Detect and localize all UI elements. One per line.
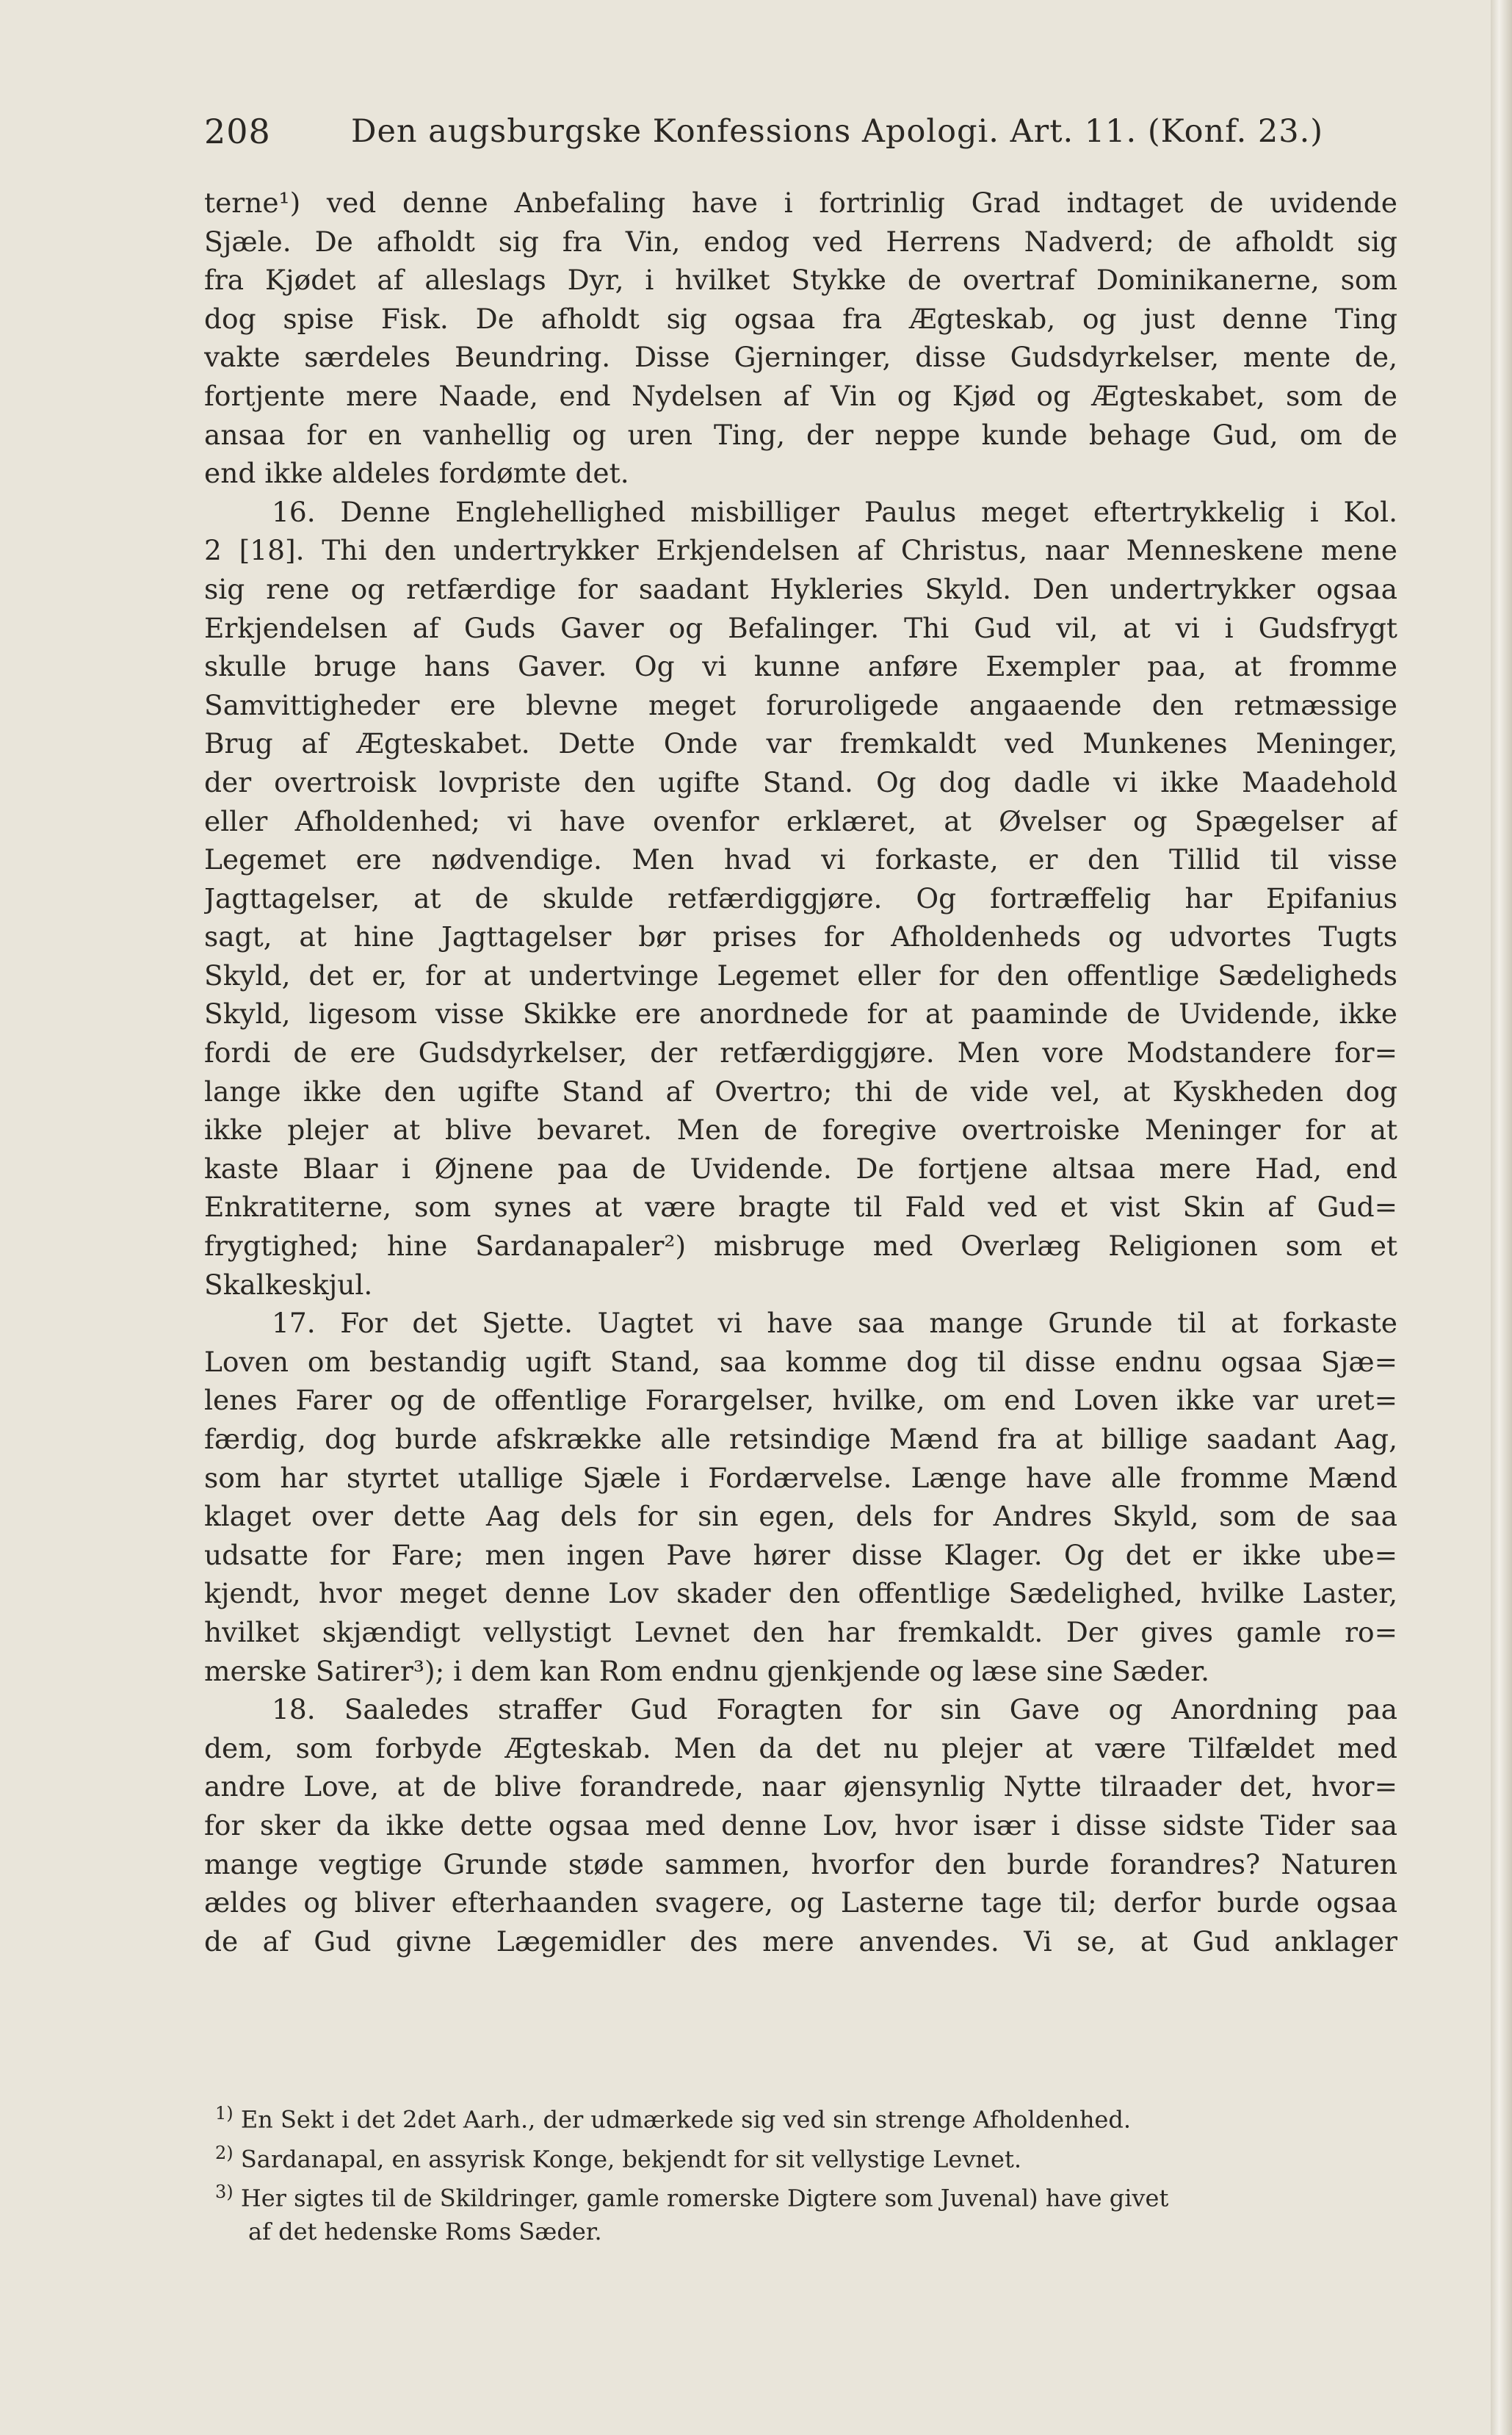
text-line: fortjente mere Naade, end Nydelsen af Vin og Kjød og Ægteskabet, som de xyxy=(204,379,1397,412)
text-line: vakte særdeles Beundring. Disse Gjerninger, disse Gudsdyrkelser, mente de, xyxy=(204,341,1397,374)
text-line: Legemet ere nødvendige. Men hvad vi forkaste, er den Tillid til visse xyxy=(204,843,1397,876)
text-line: ansaa for en vanhellig og uren Ting, der neppe kunde behage Gud, om de xyxy=(204,418,1397,451)
text-line: mange vegtige Grunde støde sammen, hvorfor den burde forandres? Naturen xyxy=(204,1847,1397,1880)
footnote xyxy=(204,2176,1397,2215)
text-line: udsatte for Fare; men ingen Pave hører disse Klager. Og det er ikke ube= xyxy=(204,1538,1397,1571)
footnote-marker: 3) xyxy=(215,2182,234,2203)
text-line: 17. For det Sjette. Uagtet vi have saa mange Grunde til at forkaste xyxy=(272,1307,1397,1340)
text-line: for sker da ikke dette ogsaa med denne Lov, hvor især i disse sidste Tider saa xyxy=(204,1808,1397,1841)
footnote-text: En Sekt i det 2det Aarh., der udmærkede sig ved sin strenge Afholdenhed. xyxy=(240,2105,1132,2134)
footnote-marker: 2) xyxy=(215,2142,234,2163)
text-line: 16. Denne Englehellighed misbilliger Paulus meget eftertrykkelig i Kol. xyxy=(272,495,1397,528)
page-header xyxy=(204,112,1408,163)
body-text xyxy=(204,184,1397,1960)
text-line: sagt, at hine Jagttagelser bør prises for Afholdenheds og udvortes Tugts xyxy=(204,920,1397,953)
footnote-text: Her sigtes til de Skildringer, gamle romerske Digtere som Juvenal) have givet xyxy=(240,2184,1169,2212)
text-line: lenes Farer og de offentlige Forargelser, hvilke, om end Loven ikke var uret= xyxy=(204,1384,1397,1417)
text-line: skulle bruge hans Gaver. Og vi kunne anføre Exempler paa, at fromme xyxy=(204,650,1397,683)
text-line: hvilket skjændigt vellystigt Levnet den har fremkaldt. Der gives gamle ro= xyxy=(204,1615,1397,1648)
text-line: ældes og bliver efterhaanden svagere, og Lasterne tage til; derfor burde ogsaa xyxy=(204,1886,1397,1919)
text-line: kjendt, hvor meget denne Lov skader den offentlige Sædelighed, hvilke Laster, xyxy=(204,1577,1397,1610)
text-line: end ikke aldeles fordømte det. xyxy=(204,457,629,490)
text-line: Skyld, det er, for at undertvinge Legemet eller for den offentlige Sædeligheds xyxy=(204,959,1397,992)
footnote xyxy=(204,2097,1397,2137)
text-line: Erkjendelsen af Guds Gaver og Befalinger. Thi Gud vil, at vi i Gudsfrygt xyxy=(204,611,1397,644)
text-line: dog spise Fisk. De afholdt sig ogsaa fra Ægteskab, og just denne Ting xyxy=(204,302,1397,335)
text-line: lange ikke den ugifte Stand af Overtro; thi de vide vel, at Kyskheden dog xyxy=(204,1075,1397,1108)
text-line: der overtroisk lovpriste den ugifte Stand. Og dog dadle vi ikke Maadehold xyxy=(204,765,1397,798)
text-line: som har styrtet utallige Sjæle i Fordærvelse. Længe have alle fromme Mænd xyxy=(204,1461,1397,1494)
text-line: merske Satirer³); i dem kan Rom endnu gjenkjende og læse sine Sæder. xyxy=(204,1654,1209,1687)
page-number: 208 xyxy=(204,112,271,151)
text-line: eller Afholdenhed; vi have ovenfor erklæret, at Øvelser og Spægelser af xyxy=(204,804,1397,837)
text-line: frygtighed; hine Sardanapaler²) misbruge med Overlæg Religionen som et xyxy=(204,1230,1397,1263)
page-edge xyxy=(1491,0,1512,2435)
text-line: kaste Blaar i Øjnene paa de Uvidende. De fortjene altsaa mere Had, end xyxy=(204,1152,1397,1185)
footnotes xyxy=(204,2097,1397,2248)
text-line: Loven om bestandig ugift Stand, saa komme dog til disse endnu ogsaa Sjæ= xyxy=(204,1345,1397,1378)
text-line: Jagttagelser, at de skulde retfærdiggjøre. Og fortræffelig har Epifanius xyxy=(204,881,1397,915)
footnote xyxy=(204,2137,1397,2176)
text-line: fordi de ere Gudsdyrkelser, der retfærdiggjøre. Men vore Modstandere for= xyxy=(204,1036,1397,1069)
text-line: dem, som forbyde Ægteskab. Men da det nu plejer at være Tilfældet med xyxy=(204,1731,1397,1764)
text-line: Brug af Ægteskabet. Dette Onde var fremkaldt ved Munkenes Meninger, xyxy=(204,727,1397,760)
text-line: færdig, dog burde afskrække alle retsindige Mænd fra at billige saadant Aag, xyxy=(204,1423,1397,1455)
text-line: klaget over dette Aag dels for sin egen, dels for Andres Skyld, som de saa xyxy=(204,1500,1397,1533)
text-line: terne¹) ved denne Anbefaling have i fortrinlig Grad indtaget de uvidende xyxy=(204,187,1397,219)
footnote-text: af det hedenske Roms Sæder. xyxy=(248,2217,602,2245)
text-line: sig rene og retfærdige for saadant Hykleries Skyld. Den undertrykker ogsaa xyxy=(204,572,1397,605)
text-line: Sjæle. De afholdt sig fra Vin, endog ved Herrens Nadverd; de afholdt sig xyxy=(204,225,1397,258)
text-line: Enkratiterne, som synes at være bragte til Fald ved et vist Skin af Gud= xyxy=(204,1191,1397,1224)
text-line: fra Kjødet af alleslags Dyr, i hvilket Stykke de overtraf Dominikanerne, som xyxy=(204,264,1397,297)
text-line: Skalkeskjul. xyxy=(204,1268,373,1301)
running-title: Den augsburgske Konfessions Apologi. Art. 11. (Konf. 23.) xyxy=(351,113,1324,150)
footnote xyxy=(204,2215,1397,2248)
footnote-marker: 1) xyxy=(215,2103,234,2124)
text-line: Skyld, ligesom visse Skikke ere anordnede for at paaminde de Uvidende, ikke xyxy=(204,998,1397,1031)
footnote-text: Sardanapal, en assyrisk Konge, bekjendt for sit vellystige Levnet. xyxy=(240,2145,1021,2174)
text-line: andre Love, at de blive forandrede, naar øjensynlig Nytte tilraader det, hvor= xyxy=(204,1770,1397,1803)
text-line: ikke plejer at blive bevaret. Men de foregive overtroiske Meninger for at xyxy=(204,1114,1397,1147)
text-line: de af Gud givne Lægemidler des mere anvendes. Vi se, at Gud anklager xyxy=(204,1924,1397,1958)
text-line: 18. Saaledes straffer Gud Foragten for sin Gave og Anordning paa xyxy=(272,1693,1397,1726)
text-line: 2 [18]. Thi den undertrykker Erkjendelsen af Christus, naar Menneskene mene xyxy=(204,534,1397,567)
text-line: Samvittigheder ere blevne meget foruroligede angaaende den retmæssige xyxy=(204,688,1397,721)
